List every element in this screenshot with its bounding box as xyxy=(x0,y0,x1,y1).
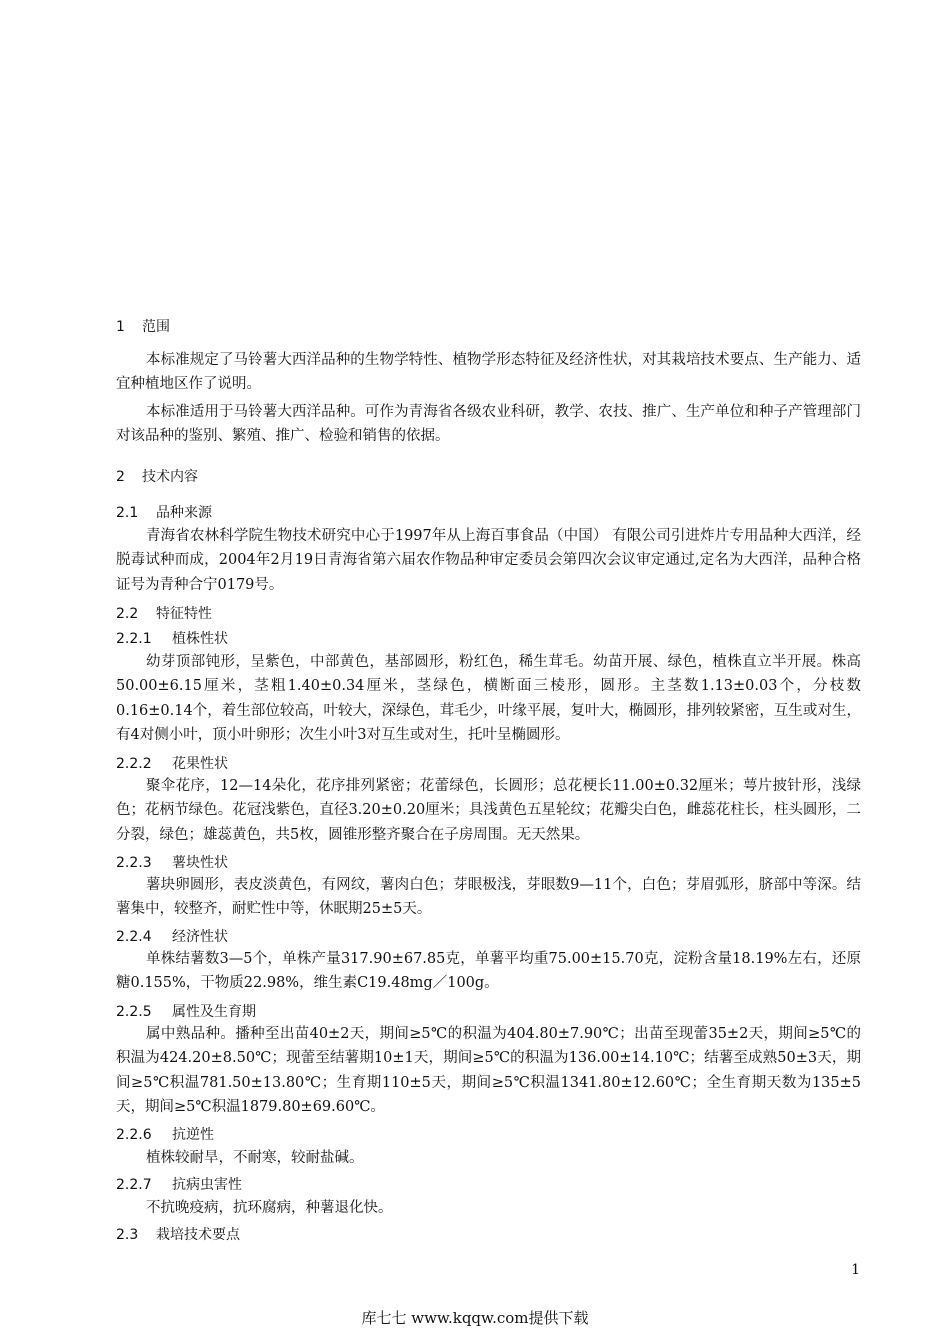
paragraph-flower-fruit: 聚伞花序，12—14朵化，花序排列紧密；花蕾绿色，长圆形；总花梗长11.00±0.32厘米；萼片披针形，浅绿色；花柄节绿色。花冠浅紫色，直径3.20±0.20厘米；具浅黄色五星轮纹；花瓣尖白色，雌蕊花柱长，柱头圆形，二分裂，绿色；雄蕊黄色，共5枚，圆锥形整齐聚合在子房周围。无天然果。 xyxy=(116,778,861,843)
paragraph-economic-traits: 单株结薯数3—5个，单株产量317.90±67.85克，单薯平均重75.00±15.70克，淀粉含量18.19%左右，还原糖0.155%，干物质22.98%，维生素C19.48mg／100g。 xyxy=(116,951,861,992)
paragraph-scope-1: 本标准规定了马铃薯大西洋品种的生物学特性、植物学形态特征及经济性状，对其栽培技术要点、生产能力、适宜种植地区作了说明。 xyxy=(116,352,861,393)
paragraph-tuber-traits: 薯块卵圆形，表皮淡黄色，有网纹，薯肉白色；芽眼极浅，芽眼数9—11个，白色；芽眉弧形，脐部中等深。结薯集中，较整齐，耐贮性中等，休眠期25±5天。 xyxy=(116,877,861,918)
section-heading-2-3: 2.3 栽培技术要点 xyxy=(116,1227,240,1243)
paragraph-variety-origin: 青海省农林科学院生物技术研究中心于1997年从上海百事食品（中国） 有限公司引进炸片专用品种大西洋，经脱毒试种而成，2004年2月19日青海省第六届农作物品种审定委员会第四次会议审定通过,定名为大西洋，品种合格证号为青种合宁0179号。 xyxy=(116,528,861,593)
paragraph-plant-traits: 幼芽顶部钝形，呈紫色，中部黄色，基部圆形，粉红色，稀生茸毛。幼苗开展、绿色，植株直立半开展。株高50.00±6.15厘米，茎粗1.40±0.34厘米，茎绿色，横断面三棱形，圆形。主茎数1.13±0.03个，分枝数0.16±0.14个，着生部位较高，叶较大，深绿色，茸毛少，叶缘平展，复叶大，椭圆形，排列较紧密，互生或对生，有4对侧小叶，顶小叶卵形；次生小叶3对互生或对生，托叶呈椭圆形。 xyxy=(116,654,861,743)
section-heading-2-2-6: 2.2.6 抗逆性 xyxy=(116,1127,214,1143)
paragraph-growth-period: 属中熟品种。播种至出苗40±2天，期间≥5℃的积温为404.80±7.90℃；出苗至现蕾35±2天，期间≥5℃的积温为424.20±8.50℃；现蕾至结薯期10±1天，期间≥5℃的积温为136.00±14.10℃；结薯至成熟50±3天，期间≥5℃积温781.50±13.80℃；生育期110±5天，期间≥5℃积温1341.80±12.60℃；全生育期天数为135±5天，期间≥5℃积温1879.80±69.60℃。 xyxy=(116,1026,861,1115)
section-heading-2-1: 2.1 品种来源 xyxy=(116,505,212,521)
section-heading-1: 1 范围 xyxy=(116,319,170,335)
section-heading-2-2-1: 2.2.1 植株性状 xyxy=(116,631,228,647)
section-heading-2-2-2: 2.2.2 花果性状 xyxy=(116,756,228,772)
paragraph-scope-2: 本标准适用于马铃薯大西洋品种。可作为青海省各级农业科研，教学、农技、推广、生产单位和种子产管理部门对该品种的鉴别、繁殖、推广、检验和销售的依据。 xyxy=(116,404,861,445)
section-heading-2-2-5: 2.2.5 属性及生育期 xyxy=(116,1004,256,1020)
paragraph-stress-resistance: 植株较耐旱，不耐寒，较耐盐碱。 xyxy=(146,1150,364,1166)
section-heading-2-2-3: 2.2.3 薯块性状 xyxy=(116,855,228,871)
section-heading-2: 2 技术内容 xyxy=(116,469,198,485)
section-heading-2-2-7: 2.2.7 抗病虫害性 xyxy=(116,1177,242,1193)
section-heading-2-2: 2.2 特征特性 xyxy=(116,606,212,622)
section-heading-2-2-4: 2.2.4 经济性状 xyxy=(116,929,228,945)
paragraph-disease-resistance: 不抗晚疫病，抗环腐病，种薯退化快。 xyxy=(146,1200,393,1216)
download-footer: 库七七 www.kqqw.com提供下载 xyxy=(361,1309,589,1327)
page-number: 1 xyxy=(851,1262,860,1278)
